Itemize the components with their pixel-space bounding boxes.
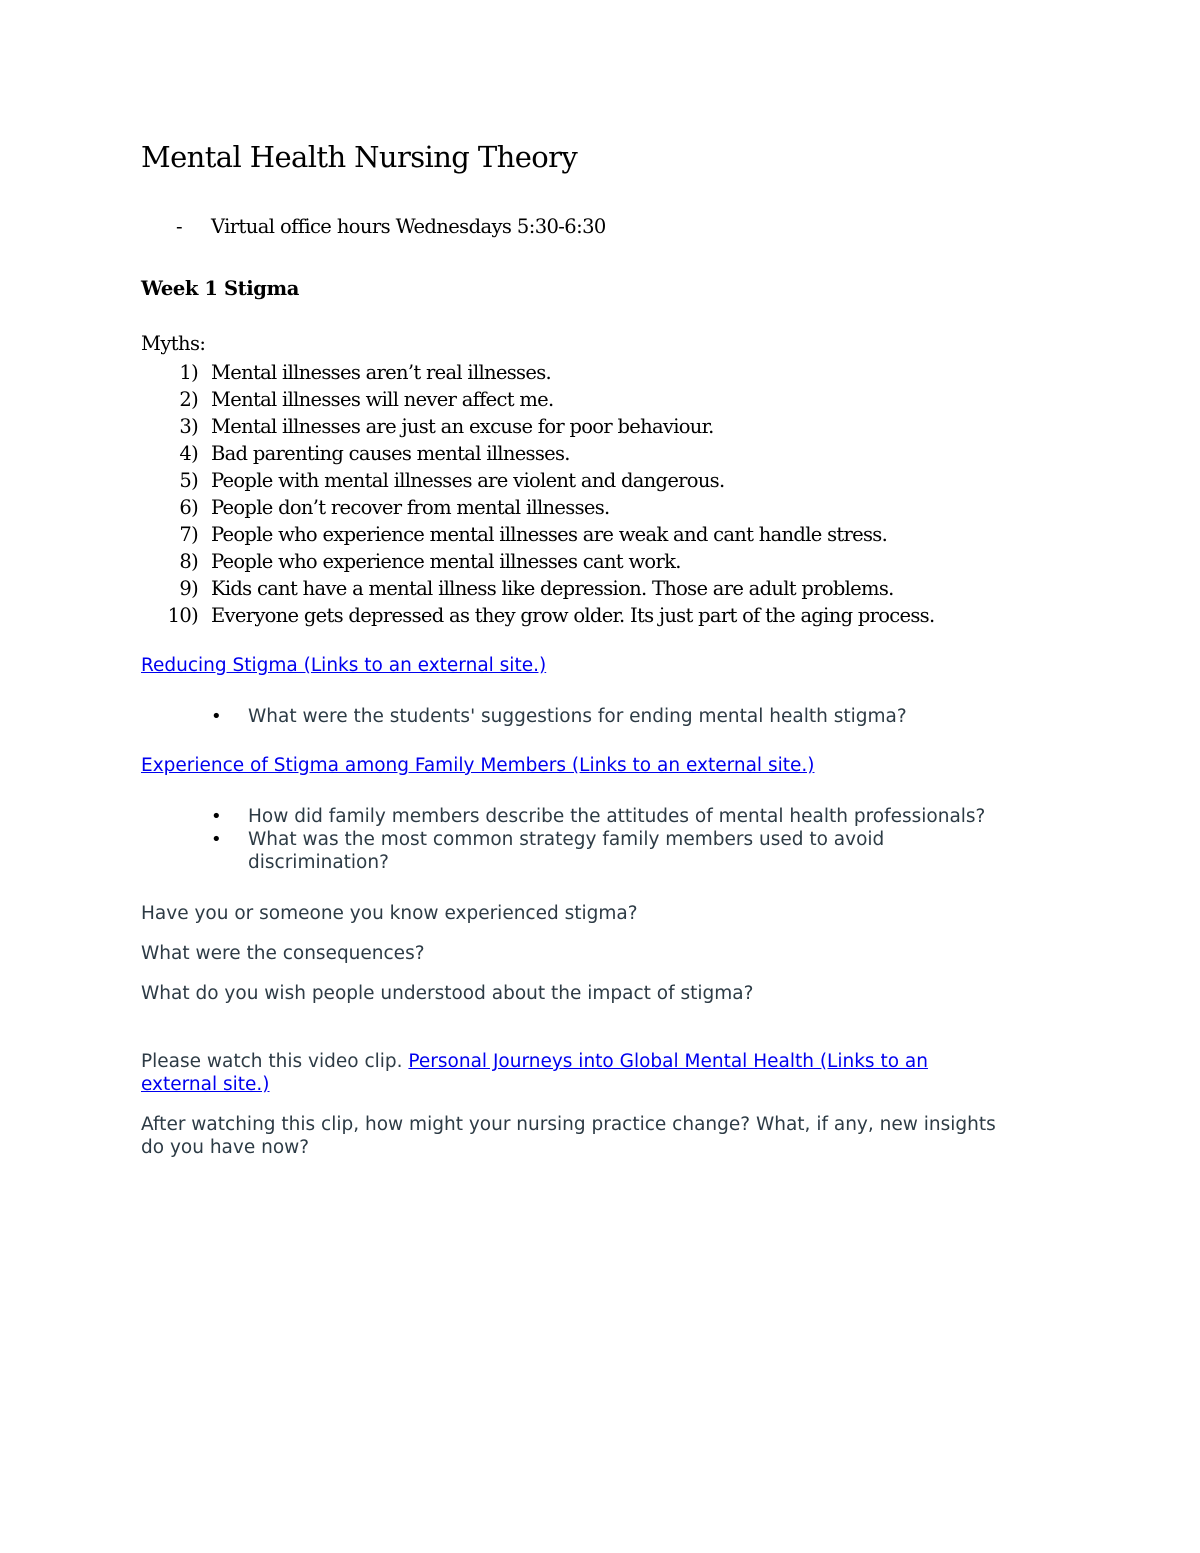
list-text: Mental illnesses aren’t real illnesses. <box>211 361 552 384</box>
question-nursing-practice-line2: do you have now? <box>141 1137 310 1158</box>
video-paragraph <box>141 1050 1041 1096</box>
week-heading: Week 1 Stigma <box>141 277 299 300</box>
bullet-icon: • <box>211 806 222 827</box>
question-impact-of-stigma: What do you wish people understood about the impact of stigma? <box>141 983 754 1004</box>
question-nursing-practice <box>141 1113 1071 1159</box>
question-consequences: What were the consequences? <box>141 943 425 964</box>
question-family-strategy-line2: discrimination? <box>248 852 389 873</box>
question-students-suggestions: What were the students' suggestions for ending mental health stigma? <box>248 706 907 727</box>
list-number: 1) <box>179 361 198 384</box>
list-number: 3) <box>179 415 198 438</box>
list-text: People don’t recover from mental illnesses. <box>211 496 610 519</box>
personal-journeys-link-continued[interactable]: external site.) <box>141 1074 270 1095</box>
page-title: Mental Health Nursing Theory <box>141 140 578 174</box>
list-text: Kids cant have a mental illness like depression. Those are adult problems. <box>211 577 894 600</box>
list-number: 8) <box>179 550 198 573</box>
bullet-icon: • <box>211 706 222 727</box>
myths-label: Myths: <box>141 332 206 355</box>
list-number: 9) <box>179 577 198 600</box>
video-intro-text: Please watch this video clip. <box>141 1051 409 1072</box>
bullet-icon: • <box>211 829 222 850</box>
family-stigma-paragraph <box>141 754 814 778</box>
list-text: People with mental illnesses are violent and dangerous. <box>211 469 725 492</box>
office-hours-text: Virtual office hours Wednesdays 5:30-6:30 <box>211 215 606 238</box>
list-number: 5) <box>179 469 198 492</box>
list-text: People who experience mental illnesses are weak and cant handle stress. <box>211 523 888 546</box>
list-text: Everyone gets depressed as they grow older. Its just part of the aging process. <box>211 604 935 627</box>
question-family-strategy-line1: What was the most common strategy family members used to avoid <box>248 829 885 850</box>
list-number: 10) <box>167 604 198 627</box>
reducing-stigma-link[interactable]: Reducing Stigma (Links to an external site.) <box>141 655 547 676</box>
dash-marker: - <box>176 215 182 238</box>
family-stigma-link[interactable]: Experience of Stigma among Family Members (Links to an external site.) <box>141 755 815 776</box>
question-family-attitudes: How did family members describe the attitudes of mental health professionals? <box>248 806 986 827</box>
question-family-strategy <box>248 828 1048 874</box>
list-number: 6) <box>179 496 198 519</box>
reducing-stigma-paragraph <box>141 654 546 678</box>
list-number: 2) <box>179 388 198 411</box>
list-number: 4) <box>179 442 198 465</box>
list-text: Mental illnesses will never affect me. <box>211 388 554 411</box>
office-hours-item <box>176 215 606 238</box>
personal-journeys-link[interactable]: Personal Journeys into Global Mental Health (Links to an <box>408 1051 928 1072</box>
question-nursing-practice-line1: After watching this clip, how might your nursing practice change? What, if any, new insights <box>141 1114 996 1135</box>
list-text: Mental illnesses are just an excuse for poor behaviour. <box>211 415 714 438</box>
list-text: Bad parenting causes mental illnesses. <box>211 442 570 465</box>
list-number: 7) <box>179 523 198 546</box>
question-experienced-stigma: Have you or someone you know experienced stigma? <box>141 903 638 924</box>
list-text: People who experience mental illnesses cant work. <box>211 550 681 573</box>
